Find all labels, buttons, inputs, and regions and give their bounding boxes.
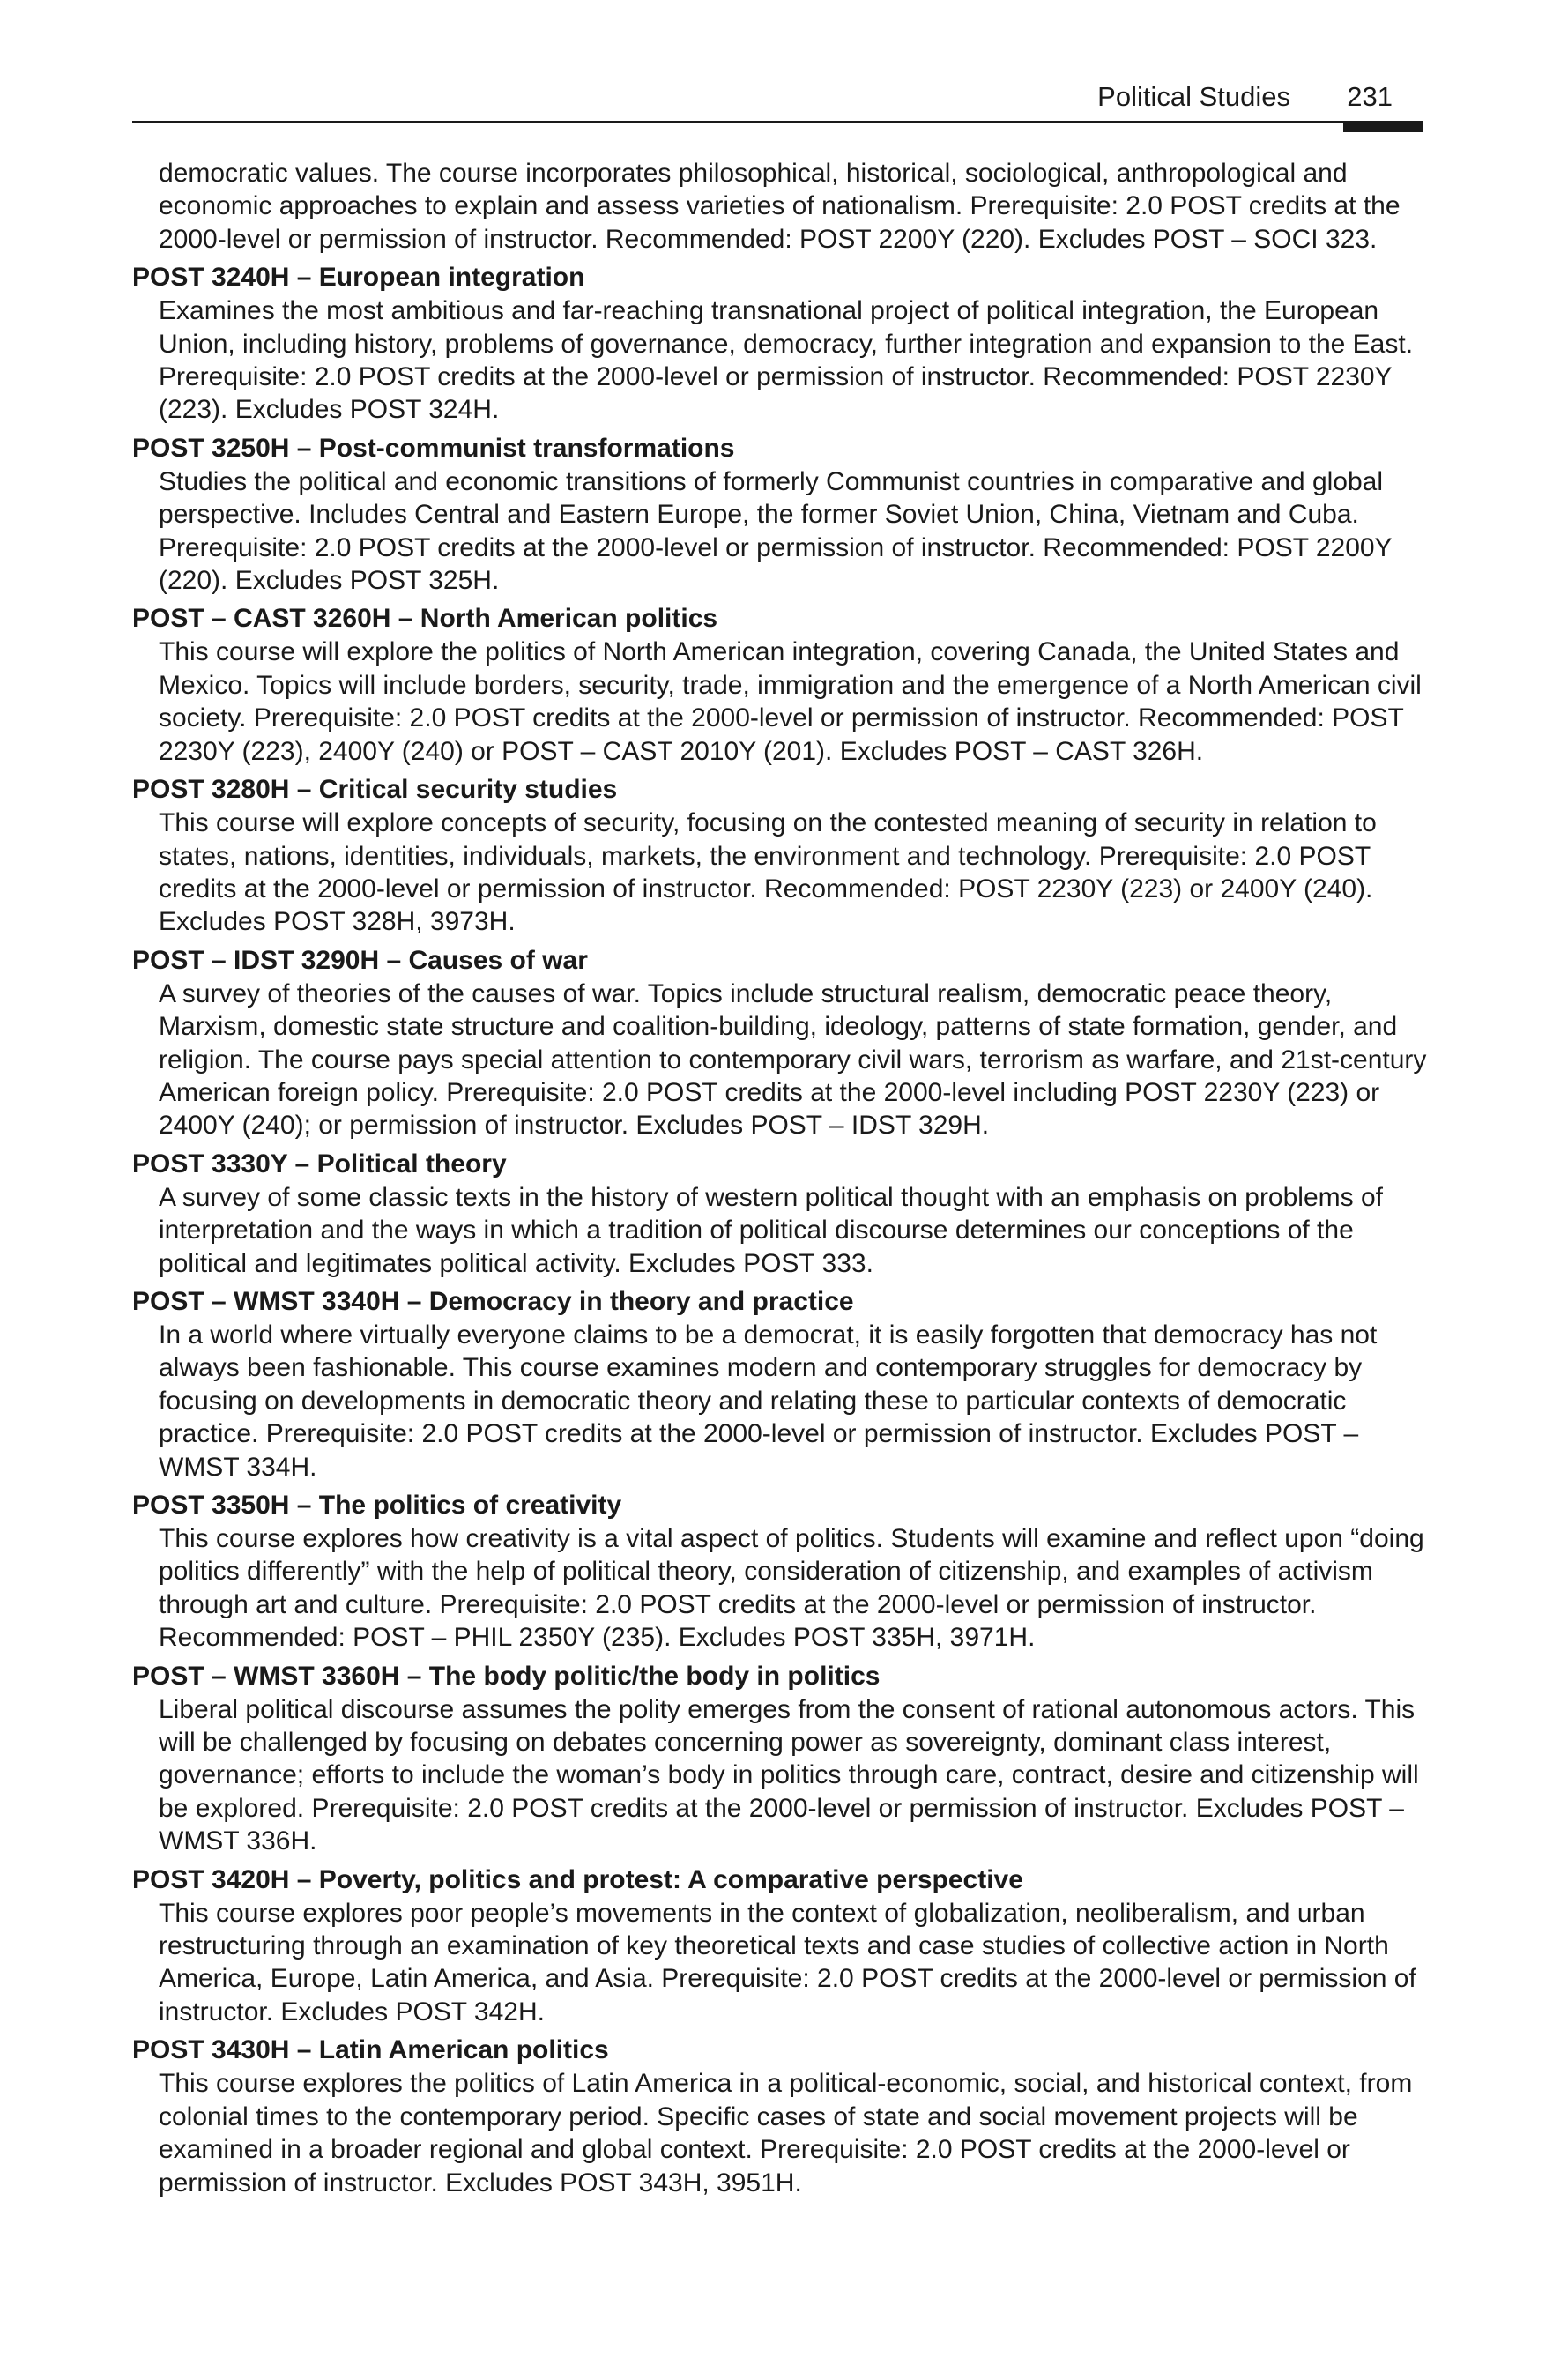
course-entry — [132, 1863, 1428, 2029]
header-rule-tab — [1343, 122, 1423, 132]
course-description: This course will explore concepts of security, focusing on the contested meaning of security in relation to states, nations, identities, individuals, markets, the environment and technology. Prerequisite: 2.0 POST credits at the 2000-level or permission of instructor. Recommended: POST 2230Y (223) or 2400Y (240). Excludes POST 328H, 3973H. — [159, 808, 1377, 937]
course-heading: POST 3330Y – Political theory — [132, 1149, 507, 1179]
course-listing — [132, 157, 1428, 2199]
course-entry — [132, 944, 1428, 1142]
course-heading: POST 3250H – Post-communist transformations — [132, 433, 735, 463]
page-header — [132, 81, 1423, 125]
course-entry — [132, 1285, 1428, 1484]
course-description: This course explores poor people’s movements in the context of globalization, neoliberalism, and urban restructuring through an examination of key theoretical texts and case studies of collective action in North America, Europe, Latin America, and Asia. Prerequisite: 2.0 POST credits at the 2000-level or permission of instructor. Excludes POST 342H. — [159, 1898, 1416, 2027]
course-heading: POST – CAST 3260H – North American politics — [132, 604, 718, 634]
course-description: Examines the most ambitious and far-reaching transnational project of political integration, the European Union, including history, problems of governance, democracy, further integration and expansion to the East. Prerequisite: 2.0 POST credits at the 2000-level or permission of instructor. Recommended: POST 2230Y (223). Excludes POST 324H. — [159, 296, 1414, 425]
section-title: Political Studies — [1097, 81, 1290, 112]
course-entry — [132, 261, 1428, 427]
course-description: This course will explore the politics of North American integration, covering Canada, the United States and Mexico. Topics will include borders, security, trade, immigration and the emergence of a North American civil society. Prerequisite: 2.0 POST credits at the 2000-level or permission of instructor. Recommended: POST 2230Y (223), 2400Y (240) or POST – CAST 2010Y (201). Excludes POST – CAST 326H. — [159, 637, 1422, 766]
header-rule — [132, 121, 1423, 123]
course-heading: POST – IDST 3290H – Causes of war — [132, 945, 588, 975]
course-heading: POST 3280H – Critical security studies — [132, 775, 618, 805]
course-heading: POST 3430H – Latin American politics — [132, 2035, 609, 2065]
course-heading: POST 3420H – Poverty, politics and protest: A comparative perspective — [132, 1864, 1023, 1894]
course-heading: POST – WMST 3360H – The body politic/the body in politics — [132, 1661, 881, 1691]
lead-paragraph: democratic values. The course incorporates philosophical, historical, sociological, anthropological and economic approaches to explain and assess varieties of nationalism. Prerequisite: 2.0 POST credits at the 2000-level or permission of instructor. Recommended: POST 2200Y (220). Excludes POST – SOCI 323. — [159, 159, 1401, 254]
course-description: Studies the political and economic transitions of formerly Communist countries in comparative and global perspective. Includes Central and Eastern Europe, the former Soviet Union, China, Vietnam and Cuba. Prerequisite: 2.0 POST credits at the 2000-level or permission of instructor. Recommended: POST 2200Y (220). Excludes POST 325H. — [159, 466, 1393, 596]
page-number: 231 — [1347, 81, 1393, 112]
course-entry — [132, 1660, 1428, 1858]
course-entry — [132, 2034, 1428, 2199]
course-heading: POST – WMST 3340H – Democracy in theory and practice — [132, 1286, 854, 1316]
course-entry — [132, 773, 1428, 939]
course-entry — [132, 432, 1428, 598]
course-entry — [132, 602, 1428, 768]
course-description: This course explores the politics of Latin America in a political-economic, social, and historical context, from colonial times to the contemporary period. Specific cases of state and social movement projects will be examined in a broader regional and global context. Prerequisite: 2.0 POST credits at the 2000-level or permission of instructor. Excludes POST 343H, 3951H. — [159, 2069, 1413, 2198]
course-description: This course explores how creativity is a vital aspect of politics. Students will examine and reflect upon “doing politics differently” with the help of political theory, consideration of citizenship, and examples of activism through art and culture. Prerequisite: 2.0 POST credits at the 2000-level or permission of instructor. Recommended: POST – PHIL 2350Y (235). Excludes POST 335H, 3971H. — [159, 1524, 1424, 1653]
course-description: Liberal political discourse assumes the polity emerges from the consent of rational autonomous actors. This will be challenged by focusing on debates concerning power as sovereignty, dominant class interest, governance; efforts to include the woman’s body in politics through care, contract, desire and citizenship will be explored. Prerequisite: 2.0 POST credits at the 2000-level or permission of instructor. Excludes POST – WMST 336H. — [159, 1694, 1419, 1856]
course-description: A survey of theories of the causes of war. Topics include structural realism, democratic peace theory, Marxism, domestic state structure and coalition-building, ideology, patterns of state formation, gender, and religion. The course pays special attention to contemporary civil wars, terrorism as warfare, and 21st-century American foreign policy. Prerequisite: 2.0 POST credits at the 2000-level including POST 2230Y (223) or 2400Y (240); or permission of instructor. Excludes POST – IDST 329H. — [159, 978, 1427, 1141]
course-heading: POST 3240H – European integration — [132, 263, 585, 293]
course-description: A survey of some classic texts in the history of western political thought with an emphasis on problems of interpretation and the ways in which a tradition of political discourse determines our conceptions of the political and legitimates political activity. Excludes POST 333. — [159, 1182, 1383, 1278]
course-entry — [132, 1148, 1428, 1280]
course-description: In a world where virtually everyone claims to be a democrat, it is easily forgotten that democracy has not always been fashionable. This course examines modern and contemporary struggles for democracy by focusing on developments in democratic theory and relating these to particular contexts of democratic practice. Prerequisite: 2.0 POST credits at the 2000-level or permission of instructor. Excludes POST – WMST 334H. — [159, 1320, 1378, 1482]
course-heading: POST 3350H – The politics of creativity — [132, 1491, 622, 1520]
course-entry — [132, 1489, 1428, 1655]
